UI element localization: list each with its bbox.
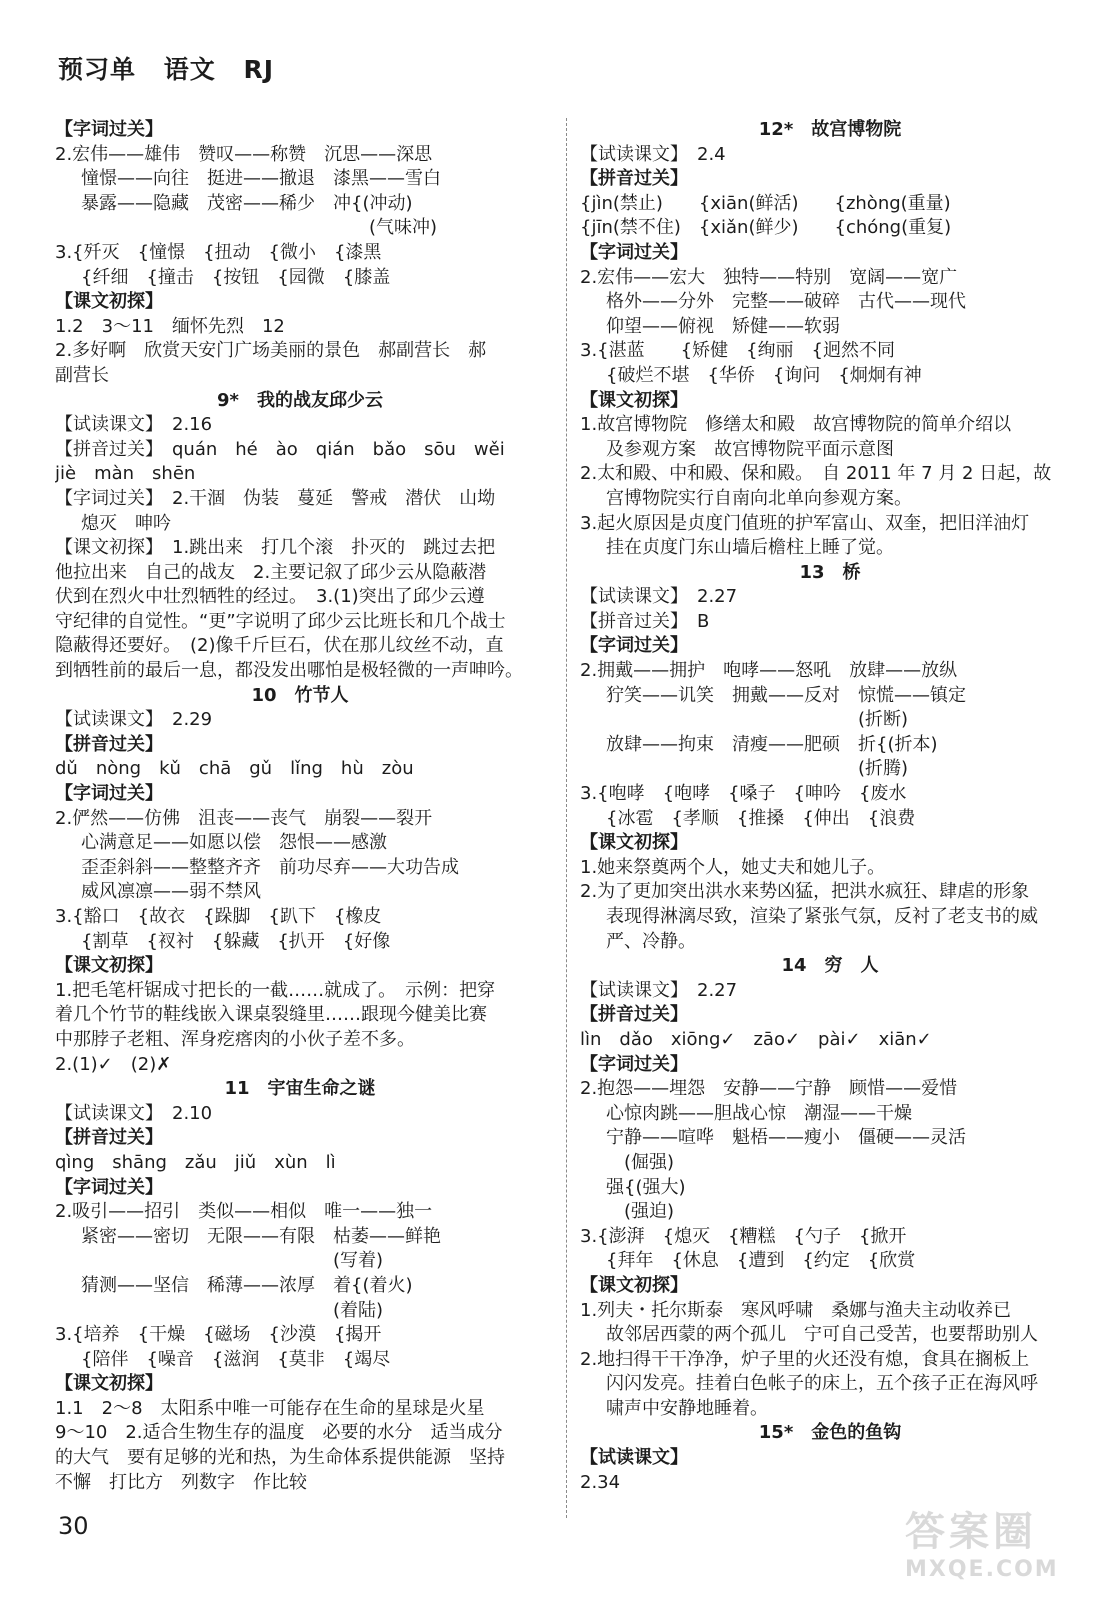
answer-line: 3.起火原因是贞度门值班的护军富山、双奎，把旧洋油灯 [580,512,1030,534]
section-heading: 【字词过关】 [55,1176,163,1198]
answer-line: 9～10 2.适合生物生存的温度 必要的水分 适当成分 [55,1422,503,1444]
answer-line: 守纪律的自觉性。“更”字说明了邱少云比班长和几个战士 [55,610,506,632]
section-heading: 【字词过关】 [580,635,688,657]
column-divider [566,118,567,1518]
answer-line: {纤细 {撞击 {按钮 {园微 {膝盖 [81,266,391,288]
section-heading: 【字词过关】 [55,119,163,140]
answer-line: 严、冷静。 [606,930,696,952]
lesson-title: 15* 金色的鱼钩 [758,1422,902,1444]
book-title: 预习单 [58,55,137,84]
answer-line: (折断) [606,709,909,731]
answer-line: {jīn(禁不住) {xiǎn(鲜少) {chóng(重复) [580,217,952,239]
answer-line: 2.34 [580,1471,621,1493]
answer-line: 2.宏伟——雄伟 赞叹——称赞 沉思——深思 [55,143,433,165]
lesson-title: 12* 故宫博物院 [758,119,902,140]
answer-line: 2.为了更加突出洪水来势凶猛，把洪水疯狂、肆虐的形象 [580,881,1030,903]
left-column [55,118,545,1495]
answer-line: 【课文初探】 1.跳出来 打几个滚 扑灭的 跳过去把 [55,537,496,559]
answer-line: 2.俨然——仿佛 沮丧——丧气 崩裂——裂开 [55,807,433,829]
answer-line: 2.宏伟——宏大 独特——特别 宽阔——宽广 [580,266,958,288]
answer-line: 2.抱怨——埋怨 安静——宁静 顾惜——爱惜 [580,1078,958,1100]
answer-line: 3.{澎湃 {熄灭 {糟糕 {勺子 {掀开 [580,1225,907,1247]
watermark [905,1500,1095,1590]
answer-line: 【拼音过关】 quán hé ào qián bǎo sōu wěi [55,438,505,460]
subject-title: 语文 [163,55,216,84]
answer-line: 心惊肉跳——胆战心惊 潮湿——干燥 [606,1102,912,1124]
section-heading: 【拼音过关】 [580,168,688,190]
section-heading: 【课文初探】 [580,832,688,854]
answer-line: 闪闪发亮。挂着白色帐子的床上，五个孩子正在海风呼 [606,1373,1038,1395]
answer-line: 1.1 2～8 太阳系中唯一可能存在生命的星球是火星 [55,1397,485,1419]
answer-line: dǔ nòng kǔ chā gǔ lǐng hù zòu [55,758,414,780]
answer-line: 中那脖子老粗、浑身疙瘩肉的小伙子差不多。 [55,1028,415,1050]
section-heading: 【课文初探】 [580,1274,688,1296]
page-number: 30 [58,1512,89,1540]
answer-line: 3.{咆哮 {咆哮 {嗓子 {呻吟 {废水 [580,783,907,805]
answer-line: 2.拥戴——拥护 咆哮——怒吼 放肆——放纵 [580,660,958,682]
right-column [580,118,1080,1495]
lesson-title: 9* 我的战友邱少云 [217,389,383,411]
watermark-logo: 答案圈 [905,1509,1037,1555]
answer-line: 2.地扫得干干净净，炉子里的火还没有熄，食具在搁板上 [580,1348,1030,1370]
answer-line: 宫博物院实行自南向北单向参观方案。 [606,487,912,509]
lesson-title: 10 竹节人 [251,684,349,706]
answer-line: jiè màn shēn [55,463,196,485]
answer-line: 强{(强大) [606,1176,686,1198]
answer-line: 熄灭 呻吟 [81,512,171,534]
section-heading: 【拼音过关】 [55,1127,163,1149]
answer-line: (倔强) [606,1151,675,1173]
answer-line: 宁静——喧哗 魁梧——瘦小 僵硬——灵活 [606,1127,966,1149]
answer-line: 【试读课文】 2.27 [580,586,738,608]
answer-line: 憧憬——向往 挺进——撤退 漆黑——雪白 [81,168,441,190]
answer-line: {破烂不堪 {华侨 {询问 {炯炯有神 [606,364,922,386]
answer-line: 2.多好啊 欣赏天安门广场美丽的景色 郝副营长 郝 [55,340,487,362]
answer-line: 的大气 要有足够的光和热，为生命体系提供能源 坚持 [55,1447,505,1469]
answer-line: 威风凛凛——弱不禁风 [81,881,261,903]
answer-line: 挂在贞度门东山墙后檐柱上睡了觉。 [606,537,894,559]
answer-line: 放肆——拘束 清瘦——肥硕 折{(折本) [606,733,938,755]
section-heading: 【课文初探】 [55,291,163,313]
section-heading: 【字词过关】 [580,1053,688,1075]
answer-line: 故邻居西蒙的两个孤儿 宁可自己受苦，也要帮助别人 [606,1324,1038,1346]
answer-line: {陪伴 {噪音 {滋润 {莫非 {竭尽 [81,1348,391,1370]
lesson-title: 14 穷 人 [781,955,879,977]
answer-line: lìn dǎo xiōng✓ zāo✓ pài✓ xiān✓ [580,1028,932,1050]
answer-line: 副营长 [55,364,109,386]
answer-line: 3.{培养 {干燥 {磁场 {沙漠 {揭开 [55,1324,382,1346]
answer-line: {冰雹 {孝顺 {推搡 {伸出 {浪费 [606,807,916,829]
answer-line: 【试读课文】 2.16 [55,414,213,436]
answer-line: 3.{歼灭 {憧憬 {扭动 {微小 {漆黑 [55,241,382,263]
answer-line: 1.列夫・托尔斯泰 寒风呼啸 桑娜与渔夫主动收养已 [580,1299,1012,1321]
answer-line: 【字词过关】 2.干涸 伪装 蔓延 警戒 潜伏 山坳 [55,487,496,509]
answer-line: 【拼音过关】 B [580,610,710,632]
edition-label: RJ [243,55,275,84]
answer-line: (写着) [81,1250,384,1272]
section-heading: 【试读课文】 [580,1447,688,1469]
answer-line: 【试读课文】 2.29 [55,709,213,731]
answer-line: 及参观方案 故宫博物院平面示意图 [606,438,894,460]
answer-line: 格外——分外 完整——破碎 古代——现代 [606,291,966,313]
section-heading: 【字词过关】 [580,241,688,263]
answer-line: 1.她来祭奠两个人，她丈夫和她儿子。 [580,856,886,878]
answer-line: 1.故宫博物院 修缮太和殿 故宫博物院的简单介绍以 [580,414,1012,436]
answer-line: 着几个竹节的鞋线嵌入课桌裂缝里……跟现今健美比赛 [55,1004,487,1026]
answer-line: (气味冲) [99,217,438,239]
watermark-url: MXQE.COM [905,1557,1059,1582]
answer-line: 1.把毛笔杆锯成寸把长的一截……就成了。 示例：把穿 [55,979,496,1001]
lesson-title: 11 宇宙生命之谜 [224,1078,376,1100]
answer-line: 啸声中安静地睡着。 [606,1397,768,1419]
answer-line: 3.{豁口 {故衣 {跺脚 {趴下 {橡皮 [55,906,382,927]
answer-line: 仰望——俯视 矫健——软弱 [606,315,840,337]
answer-line: 【试读课文】 2.4 [580,143,726,165]
answer-line: 他拉出来 自己的战友 2.主要记叙了邱少云从隐蔽潜 [55,561,487,583]
answer-line: 狞笑——讥笑 拥戴——反对 惊慌——镇定 [606,684,966,706]
answer-line: 伏到在烈火中壮烈牺牲的经过。 3.(1)突出了邱少云遵 [55,586,485,608]
answer-line: {jìn(禁止) {xiān(鲜活) {zhòng(重量) [580,192,951,214]
answer-line: 3.{湛蓝 {矫健 {绚丽 {迥然不同 [580,340,895,362]
answer-line: 猜测——坚信 稀薄——浓厚 着{(着火) [81,1274,413,1296]
answer-line: 【试读课文】 2.27 [580,979,738,1001]
answer-line: 到牺牲前的最后一息，都没发出哪怕是极轻微的一声呻吟。 [55,660,523,682]
answer-line: 歪歪斜斜——整整齐齐 前功尽弃——大功告成 [81,856,459,878]
section-heading: 【课文初探】 [55,1373,163,1395]
answer-line: 暴露——隐藏 茂密——稀少 冲{(冲动) [81,192,413,214]
answer-line: (折腾) [606,758,909,780]
answer-line: 紧密——密切 无限——有限 枯萎——鲜艳 [81,1225,441,1247]
answer-line: (着陆) [81,1299,384,1321]
section-heading: 【字词过关】 [55,783,163,805]
section-heading: 【拼音过关】 [55,733,163,755]
answer-line: 隐蔽得还要好。 (2)像千斤巨石，伏在那儿纹丝不动，直 [55,635,504,657]
section-heading: 【拼音过关】 [580,1004,688,1026]
section-heading: 【课文初探】 [55,955,163,977]
page-header [58,50,292,86]
answer-line: 1.2 3～11 缅怀先烈 12 [55,315,285,337]
answer-line: qìng shāng zǎu jiǔ xùn lì [55,1151,336,1173]
answer-line: 2.吸引——招引 类似——相似 唯一——独一 [55,1201,433,1223]
answer-line: 2.太和殿、中和殿、保和殿。 自 2011 年 7 月 2 日起，故 [580,463,1052,485]
answer-line: 【试读课文】 2.10 [55,1102,213,1124]
lesson-title: 13 桥 [799,561,861,583]
answer-line: (强迫) [606,1201,675,1223]
answer-line: 2.(1)✓ (2)✗ [55,1053,172,1075]
answer-line: {拜年 {休息 {遭到 {约定 {欣赏 [606,1250,916,1272]
section-heading: 【课文初探】 [580,389,688,411]
answer-line: {割草 {衩衬 {躲藏 {扒开 {好像 [81,930,391,952]
answer-line: 表现得淋漓尽致，渲染了紧张气氛，反衬了老支书的威 [606,906,1038,927]
answer-line: 心满意足——如愿以偿 怨恨——感激 [81,832,387,854]
answer-line: 不懈 打比方 列数字 作比较 [55,1471,307,1493]
